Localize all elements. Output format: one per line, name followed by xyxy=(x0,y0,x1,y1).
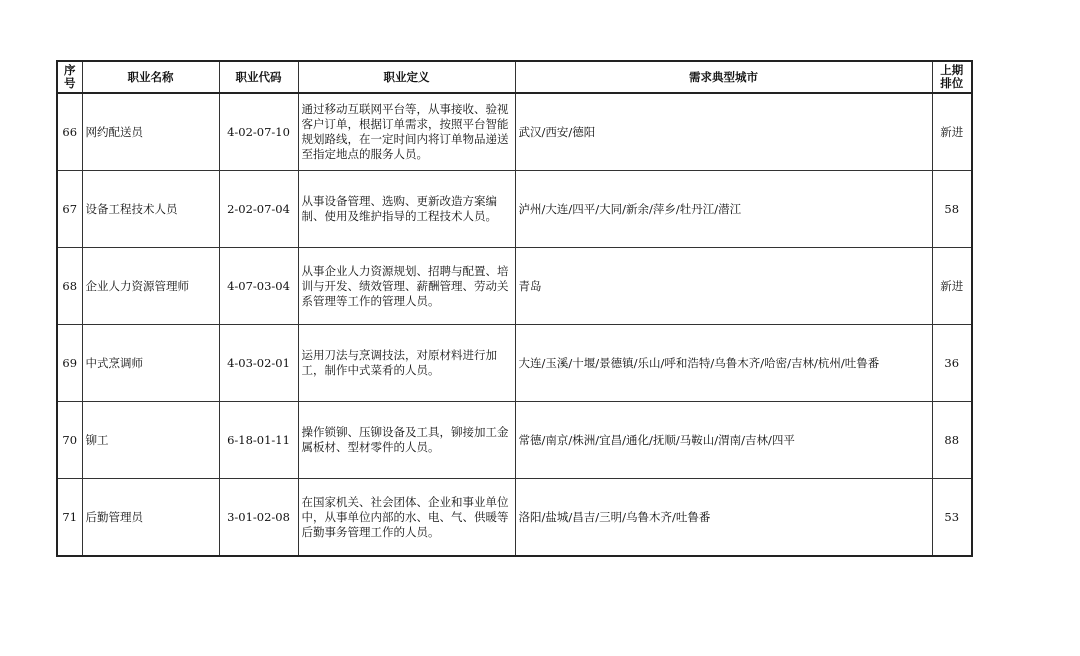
occupation-definition: 从事设备管理、选购、更新改造方案编制、使用及维护指导的工程技术人员。 xyxy=(298,171,515,248)
row-number: 68 xyxy=(57,248,82,325)
occupation-code: 4-03-02-01 xyxy=(219,325,298,402)
occupation-name: 企业人力资源管理师 xyxy=(82,248,219,325)
header-cities: 需求典型城市 xyxy=(515,61,932,93)
occupation-definition: 从事企业人力资源规划、招聘与配置、培训与开发、绩效管理、薪酬管理、劳动关系管理等工作的管理人员。 xyxy=(298,248,515,325)
table-row xyxy=(57,479,972,557)
table-row xyxy=(57,248,972,325)
occupation-code: 3-01-02-08 xyxy=(219,479,298,557)
occupation-name: 中式烹调师 xyxy=(82,325,219,402)
occupation-definition: 操作锁铆、压铆设备及工具，铆接加工金属板材、型材零件的人员。 xyxy=(298,402,515,479)
header-no xyxy=(57,61,82,93)
occupation-name: 铆工 xyxy=(82,402,219,479)
occupation-code: 6-18-01-11 xyxy=(219,402,298,479)
table-row xyxy=(57,325,972,402)
header-no-text: 序号 xyxy=(64,63,76,90)
row-number: 70 xyxy=(57,402,82,479)
demand-cities: 泸州/大连/四平/大同/新余/萍乡/牡丹江/潜江 xyxy=(515,171,932,248)
occupation-code: 4-07-03-04 xyxy=(219,248,298,325)
demand-cities: 青岛 xyxy=(515,248,932,325)
occupation-table xyxy=(56,60,973,557)
header-row xyxy=(57,61,972,93)
demand-cities: 大连/玉溪/十堰/景德镇/乐山/呼和浩特/乌鲁木齐/哈密/吉林/杭州/吐鲁番 xyxy=(515,325,932,402)
demand-cities: 常德/南京/株洲/宜昌/通化/抚顺/马鞍山/渭南/吉林/四平 xyxy=(515,402,932,479)
row-number: 71 xyxy=(57,479,82,557)
occupation-name: 网约配送员 xyxy=(82,93,219,171)
demand-cities: 武汉/西安/德阳 xyxy=(515,93,932,171)
row-number: 69 xyxy=(57,325,82,402)
previous-rank: 88 xyxy=(932,402,972,479)
header-definition: 职业定义 xyxy=(298,61,515,93)
occupation-definition: 在国家机关、社会团体、企业和事业单位中，从事单位内部的水、电、气、供暖等后勤事务管理工作的人员。 xyxy=(298,479,515,557)
occupation-definition: 运用刀法与烹调技法，对原材料进行加工，制作中式菜肴的人员。 xyxy=(298,325,515,402)
occupation-name: 后勤管理员 xyxy=(82,479,219,557)
occupation-code: 4-02-07-10 xyxy=(219,93,298,171)
header-prev-rank-text: 上期排位 xyxy=(940,63,964,90)
header-prev-rank xyxy=(932,61,972,93)
previous-rank: 53 xyxy=(932,479,972,557)
previous-rank: 新进 xyxy=(932,93,972,171)
row-number: 67 xyxy=(57,171,82,248)
row-number: 66 xyxy=(57,93,82,171)
header-code: 职业代码 xyxy=(219,61,298,93)
previous-rank: 36 xyxy=(932,325,972,402)
table-row xyxy=(57,171,972,248)
previous-rank: 新进 xyxy=(932,248,972,325)
previous-rank: 58 xyxy=(932,171,972,248)
occupation-code: 2-02-07-04 xyxy=(219,171,298,248)
occupation-name: 设备工程技术人员 xyxy=(82,171,219,248)
demand-cities: 洛阳/盐城/昌吉/三明/乌鲁木齐/吐鲁番 xyxy=(515,479,932,557)
occupation-definition: 通过移动互联网平台等，从事接收、验视客户订单，根据订单需求，按照平台智能规划路线，在一定时间内将订单物品递送至指定地点的服务人员。 xyxy=(298,93,515,171)
table-row xyxy=(57,93,972,171)
table-row xyxy=(57,402,972,479)
header-name: 职业名称 xyxy=(82,61,219,93)
